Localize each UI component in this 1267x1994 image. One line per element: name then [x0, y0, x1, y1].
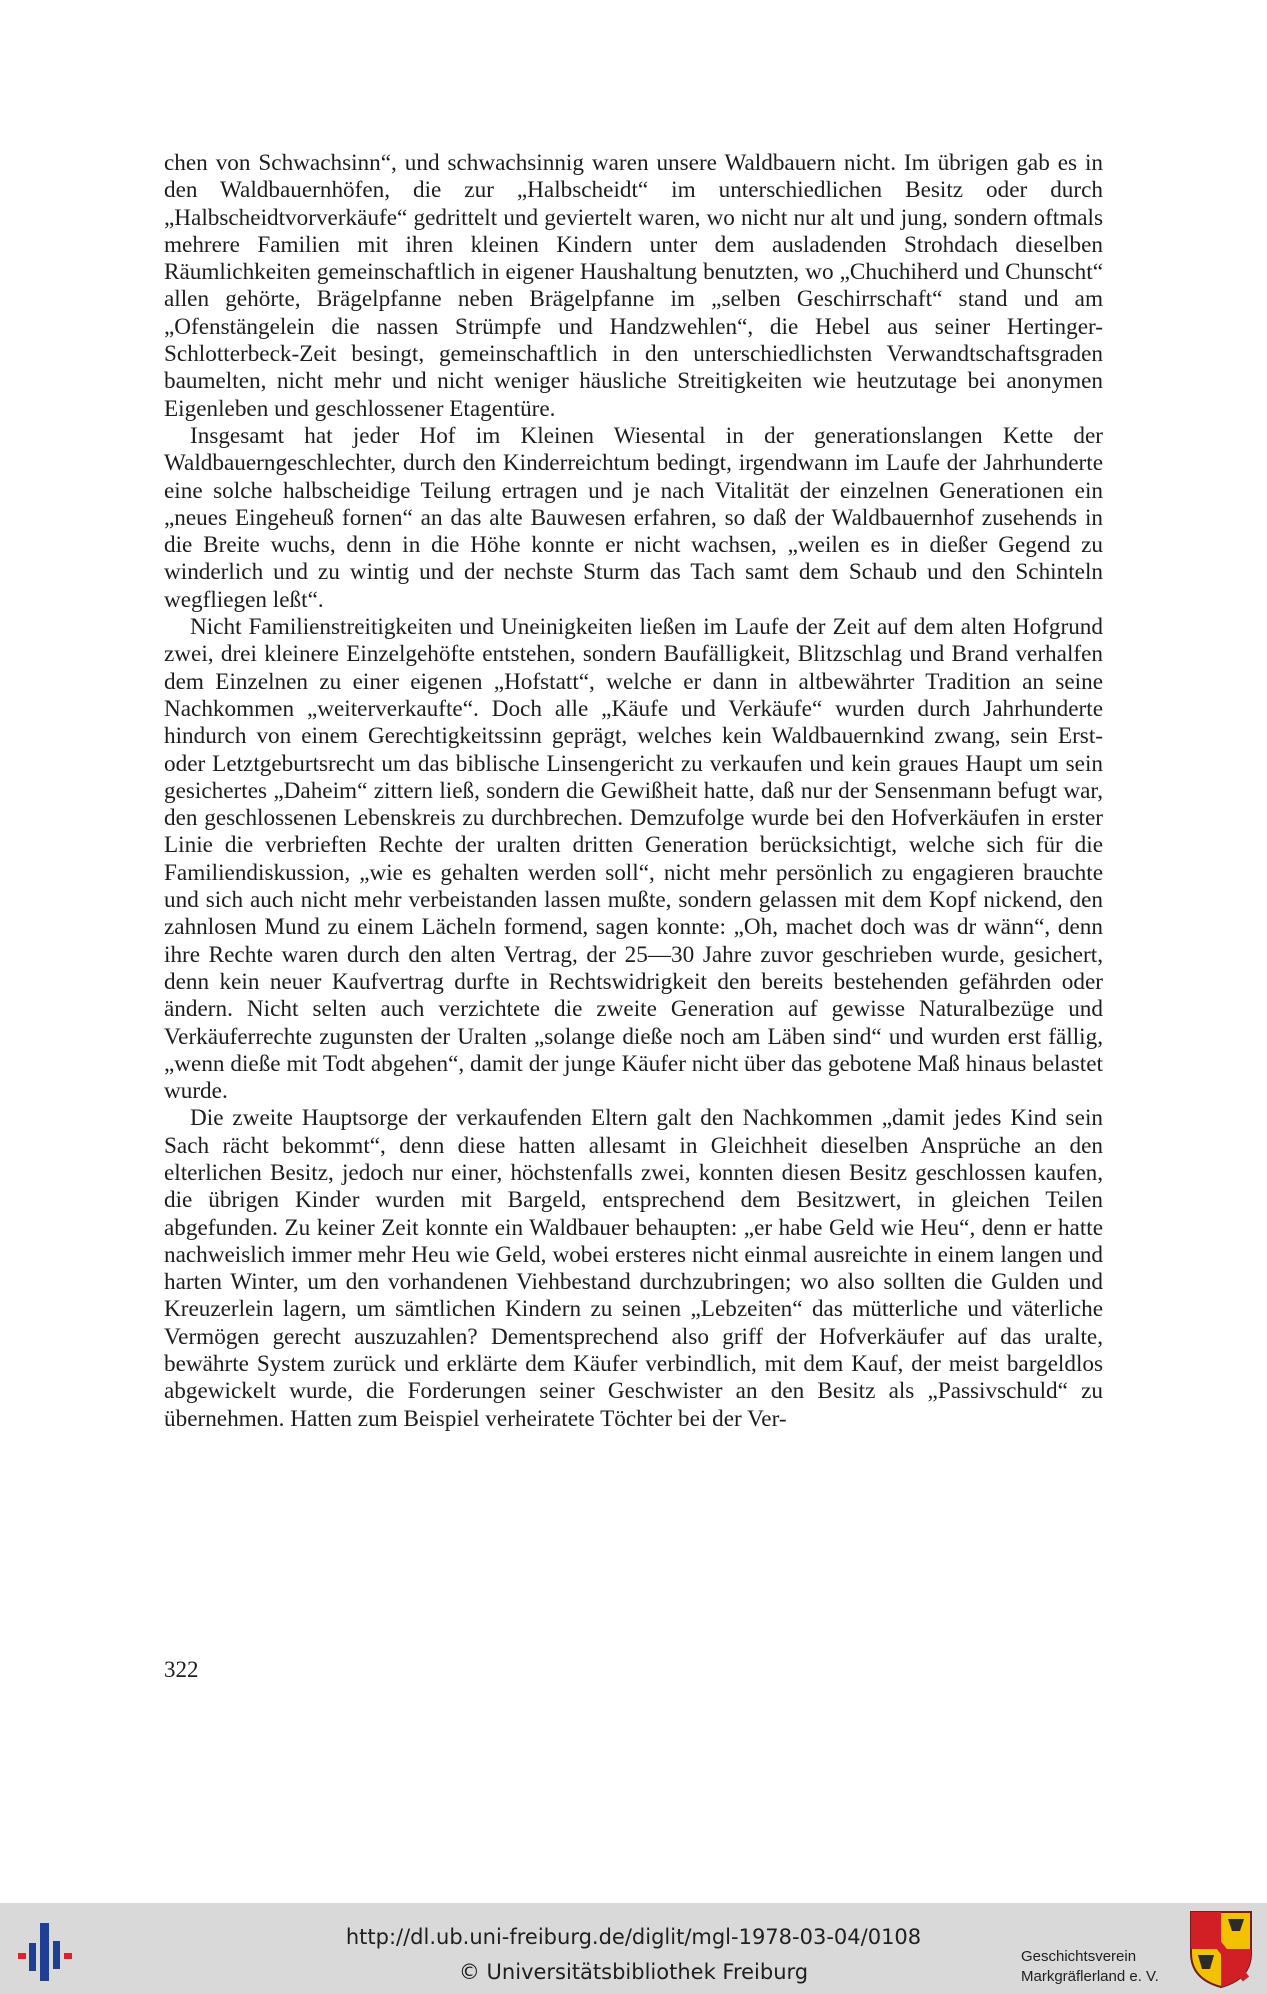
- paragraph: chen von Schwachsinn“, und schwachsinnig waren unsere Waldbauern nicht. Im übrigen gab es in den Waldbauernhöfen, die zur „Halbscheidt“ im unterschiedlichen Besitz oder durch „Halbscheidtvorverkäufe“ gedrittelt und geviertelt waren, wo nicht nur alt und jung, sondern oftmals mehrere Familien mit ihren kleinen Kindern unter dem ausladenden Strohdach dieselben Räumlichkeiten gemeinschaftlich in eigener Haushaltung benutzten, wo „Chuchiherd und Chunscht“ allen gehörte, Brägelpfanne neben Brägelpfanne im „selben Geschirrschaft“ stand und am „Ofenstängelein die nassen Strümpfe und Handzwehlen“, die Hebel aus seiner Hertinger-Schlotterbeck-Zeit besingt, gemeinschaftlich in den unterschiedlichsten Verwandtschaftsgraden baumelten, nicht mehr und nicht weniger häusliche Streitigkeiten wie heutzutage bei anonymen Eigenleben und geschlossener Etagentüre.: [164, 150, 1103, 422]
- page-body: [164, 150, 1103, 1433]
- document-url-link[interactable]: http://dl.ub.uni-freiburg.de/diglit/mgl-1978-03-04/0108: [345, 1925, 922, 1949]
- society-name-line-1: Geschichtsverein: [1021, 1948, 1137, 1965]
- society-name: [1021, 1947, 1191, 1987]
- paragraph: Insgesamt hat jeder Hof im Kleinen Wiesental in der generationslangen Kette der Waldbauerngeschlechter, durch den Kinderreichtum bedingt, irgendwann im Laufe der Jahrhunderte eine solche halbscheidige Teilung ertragen und je nach Vitalität der einzelnen Generationen ein „neues Eingeheuß fornen“ an das alte Bauwesen erfahren, so daß der Waldbauernhof zusehends in die Breite wuchs, denn in die Höhe konnte er nicht wachsen, „weilen es in dießer Gegend zu winderlich und zu wintig und der nechste Sturm das Tach samt dem Schaub und den Schinteln wegfliegen leßt“.: [164, 422, 1103, 613]
- paragraph: Nicht Familienstreitigkeiten und Uneinigkeiten ließen im Laufe der Zeit auf dem alten Hofgrund zwei, drei kleinere Einzelgehöfte entstehen, sondern Baufälligkeit, Blitzschlag und Brand verhalfen dem Einzelnen zu einer eigenen „Hofstatt“, welche er dann in altbewährter Tradition an seine Nachkommen „weiterverkaufte“. Doch alle „Käufe und Verkäufe“ wurden durch Jahrhunderte hindurch von einem Gerechtigkeitssinn geprägt, welches kein Waldbauernkind zwang, sein Erst- oder Letztgeburtsrecht um das biblische Linsengericht zu verkaufen und kein graues Haupt um sein gesichertes „Daheim“ zittern ließ, sondern die Gewißheit hatte, daß nur der Sensenmann befugt war, den geschlossenen Lebenskreis zu durchbrechen. Demzufolge wurde bei den Hofverkäufen in erster Linie die verbrieften Rechte der uralten dritten Generation berücksichtigt, welche sich für die Familiendiskussion, „wie es gehalten werden soll“, nicht mehr persönlich zu engagieren brauchte und sich auch nicht mehr verbeistanden lassen mußte, sondern gelassen mit dem Kopf nickend, den zahnlosen Mund zu einem Lächeln formend, sagen konnte: „Oh, machet doch was dr wänn“, denn ihre Rechte waren durch den alten Vertrag, der 25—30 Jahre zuvor geschrieben wurde, gesichert, denn kein neuer Kaufvertrag durfte in Rechtswidrigkeit den bereits bestehenden gefährden oder ändern. Nicht selten auch verzichtete die zweite Generation auf gewisse Naturalbezüge und Verkäuferrechte zugunsten der Uralten „solange dieße noch am Läben sind“ und wurden erst fällig, „wenn dieße mit Todt abgehen“, damit der junge Käufer nicht über das gebotene Maß hinaus belastet wurde.: [164, 614, 1103, 1105]
- copyright-text: © Universitätsbibliothek Freiburg: [458, 1960, 809, 1984]
- page-number: 322: [164, 1657, 199, 1682]
- paragraph: Die zweite Hauptsorge der verkaufenden Eltern galt den Nachkommen „damit jedes Kind sein Sach rächt bekommt“, denn diese hatten allesamt in Gleichheit dieselben Ansprüche an den elterlichen Besitz, jedoch nur einer, höchstenfalls zwei, konnten diesen Besitz geschlossen kaufen, die übrigen Kinder wurden mit Bargeld, entsprechend dem Besitzwert, in gleichen Teilen abgefunden. Zu keiner Zeit konnte ein Waldbauer behaupten: „er habe Geld wie Heu“, denn er hatte nachweislich immer mehr Heu wie Geld, wobei ersteres nicht einmal ausreichte in einem langen und harten Winter, um den vorhandenen Viehbestand durchzubringen; wo also sollten die Gulden und Kreuzerlein lagern, um sämtlichen Kindern zu seinen „Lebzeiten“ das mütterliche und väterliche Vermögen gerecht auszuzahlen? Dementsprechend also griff der Hofverkäufer auf das uralte, bewährte System zurück und erklärte dem Käufer verbindlich, mit dem Kauf, der meist bargeldlos abgewickelt wurde, die Forderungen seiner Geschwister an den Besitz als „Passivschuld“ zu übernehmen. Hatten zum Beispiel verheiratete Töchter bei der Ver-: [164, 1105, 1103, 1432]
- society-name-line-2: Markgräflerland e. V.: [1021, 1968, 1159, 1985]
- footer-bar: [0, 1903, 1267, 1994]
- coat-of-arms-icon: [1188, 1909, 1254, 1989]
